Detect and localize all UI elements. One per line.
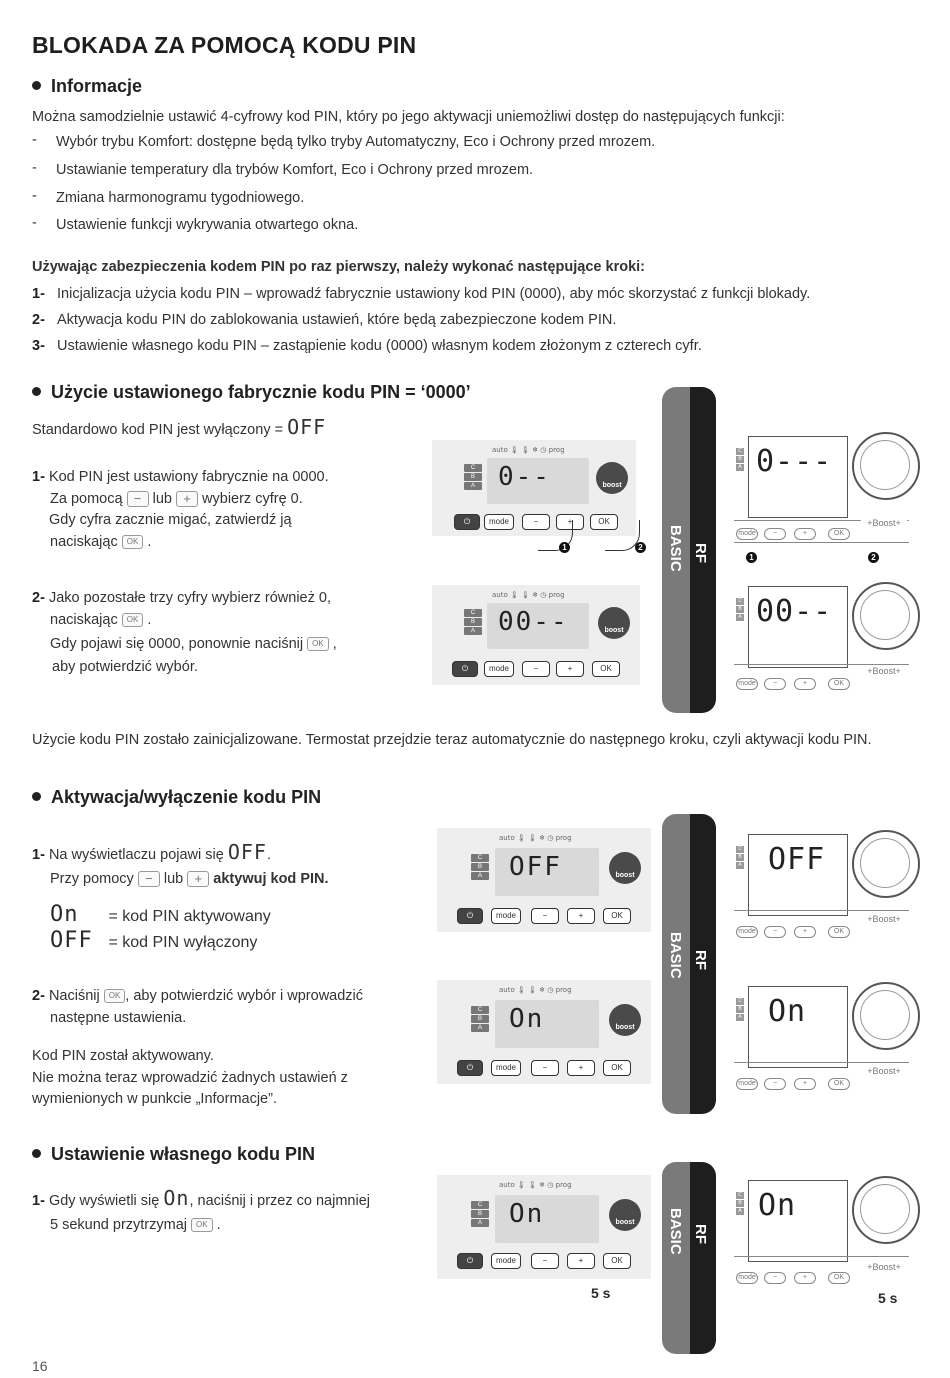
lcd-digits: On bbox=[509, 1004, 545, 1034]
boost-label: +Boost+ bbox=[860, 518, 908, 528]
lcd-digits: 00-- bbox=[498, 607, 569, 637]
mode-icons: auto 🌡 🌡 ❄ ◷ prog bbox=[492, 591, 565, 599]
custom-step1: 1- Gdy wyświetli się On, naciśnij i przez co najmniej 5 sekund przytrzymaj OK . bbox=[32, 1186, 370, 1233]
section-heading-factory: Użycie ustawionego fabrycznie kodu PIN = ‘0000’ bbox=[32, 382, 471, 403]
mode-button: mode bbox=[491, 1253, 521, 1269]
activation-step1: 1- Na wyświetlaczu pojawi się OFF. Przy pomocy − lub + aktywuj kod PIN. bbox=[32, 840, 329, 887]
mode-button: mode bbox=[484, 661, 514, 677]
ok-key-icon: OK bbox=[122, 613, 144, 627]
tab-basic-label: BASIC bbox=[667, 932, 684, 979]
mode-button: mode bbox=[736, 1078, 758, 1090]
boost-label: +Boost+ bbox=[860, 666, 908, 676]
mode-button: mode bbox=[736, 1272, 758, 1284]
hold-duration-label: 5 s bbox=[878, 1290, 898, 1306]
power-button: ⏻ bbox=[457, 1060, 483, 1076]
ok-button: OK bbox=[828, 1272, 850, 1284]
lcd-digits: On bbox=[509, 1199, 545, 1229]
section-heading-info: Informacje bbox=[32, 76, 142, 97]
list-item: Ustawianie temperatury dla trybów Komfort, Eco i Ochrony przed mrozem. bbox=[56, 162, 534, 178]
power-button: ⏻ bbox=[457, 1253, 483, 1269]
mode-icons: auto 🌡 🌡 ❄ ◷ prog bbox=[499, 986, 572, 994]
step-marker-2: 2 bbox=[635, 542, 646, 553]
minus-button: − bbox=[764, 528, 786, 540]
mode-icons: auto 🌡 🌡 ❄ ◷ prog bbox=[499, 834, 572, 842]
bullet-icon bbox=[32, 1149, 41, 1158]
basic-device-5 bbox=[437, 1175, 651, 1279]
lcd-on: On bbox=[163, 1186, 190, 1210]
hold-duration-label: 5 s bbox=[591, 1285, 611, 1301]
plus-button: + bbox=[794, 1078, 816, 1090]
lcd-digits: On bbox=[768, 994, 807, 1029]
activation-done: Kod PIN został aktywowany. Nie można teraz wprowadzić żadnych ustawień z wymienionych w punkcie „Informacje”. bbox=[32, 1048, 348, 1107]
minus-key-icon: − bbox=[138, 871, 160, 887]
power-button: ⏻ bbox=[457, 908, 483, 924]
lcd-off: OFF bbox=[227, 840, 267, 864]
plus-button: + bbox=[556, 661, 584, 677]
mode-button: mode bbox=[736, 528, 758, 540]
control-knob bbox=[852, 982, 920, 1050]
bullet-icon bbox=[32, 81, 41, 90]
step-marker-1: 1 bbox=[746, 552, 757, 563]
minus-button: − bbox=[764, 1078, 786, 1090]
list-item: Wybór trybu Komfort: dostępne będą tylko tryby Automatyczny, Eco i Ochrony przed mrozem. bbox=[56, 134, 656, 150]
step-marker-1: 1 bbox=[559, 542, 570, 553]
cba-indicator: C B A bbox=[471, 1201, 489, 1228]
mode-icons: auto 🌡 🌡 ❄ ◷ prog bbox=[492, 446, 565, 454]
ok-button: OK bbox=[603, 1253, 631, 1269]
cba-indicator: C B A bbox=[464, 609, 482, 636]
power-button: ⏻ bbox=[454, 514, 480, 530]
rf-device-2 bbox=[734, 578, 914, 698]
plus-button: + bbox=[794, 528, 816, 540]
mode-button: mode bbox=[491, 908, 521, 924]
page-number: 16 bbox=[32, 1358, 48, 1374]
boost-icon: boost bbox=[596, 462, 628, 494]
ok-button: OK bbox=[828, 678, 850, 690]
cba-indicator: C B A bbox=[736, 448, 744, 472]
minus-button: − bbox=[764, 926, 786, 938]
boost-icon: boost bbox=[609, 852, 641, 884]
plus-button: + bbox=[794, 926, 816, 938]
plus-button: + bbox=[794, 1272, 816, 1284]
cba-indicator: C B A bbox=[464, 464, 482, 491]
tab-basic-label: BASIC bbox=[667, 1208, 684, 1255]
steps-heading: Używając zabezpieczenia kodem PIN po raz pierwszy, należy wykonać następujące kroki: bbox=[32, 259, 645, 275]
control-knob bbox=[852, 582, 920, 650]
step-item: Aktywacja kodu PIN do zablokowania ustawień, które będą zabezpieczone kodem PIN. bbox=[57, 312, 617, 328]
minus-key-icon: − bbox=[127, 491, 149, 507]
rf-device-5 bbox=[734, 1172, 914, 1322]
basic-device-3 bbox=[437, 828, 651, 932]
minus-button: − bbox=[531, 1253, 559, 1269]
control-knob bbox=[852, 830, 920, 898]
factory-step2: 2- Jako pozostałe trzy cyfry wybierz również 0, naciskając OK . Gdy pojawi się 0000, ponownie naciśnij OK , aby potwierdzić wybór. bbox=[32, 590, 337, 675]
basic-device-4 bbox=[437, 980, 651, 1084]
tab-basic-label: BASIC bbox=[667, 525, 684, 572]
step-item: Inicjalizacja użycia kodu PIN – wprowadź fabrycznie ustawiony kod PIN (0000), aby móc skorzystać z funkcji blokady. bbox=[57, 286, 811, 302]
plus-button: + bbox=[567, 1060, 595, 1076]
minus-button: − bbox=[522, 514, 550, 530]
bullet-icon bbox=[32, 792, 41, 801]
ok-key-icon: OK bbox=[191, 1218, 213, 1232]
activation-step2: 2- Naciśnij OK , aby potwierdzić wybór i wprowadzić następne ustawienia. bbox=[32, 988, 364, 1026]
lcd-off: OFF bbox=[50, 928, 93, 953]
tab-rf-label: RF bbox=[692, 1224, 709, 1244]
lcd-digits: 0--- bbox=[756, 444, 833, 479]
info-intro: Można samodzielnie ustawić 4-cyfrowy kod PIN, który po jego aktywacji uniemożliwi dostęp do następujących funkcji: bbox=[32, 109, 785, 125]
plus-button: + bbox=[567, 908, 595, 924]
minus-button: − bbox=[522, 661, 550, 677]
minus-button: − bbox=[531, 1060, 559, 1076]
mode-button: mode bbox=[491, 1060, 521, 1076]
ok-button: OK bbox=[590, 514, 618, 530]
lcd-digits: 0-- bbox=[498, 462, 551, 492]
minus-button: − bbox=[764, 1272, 786, 1284]
cba-indicator: C B A bbox=[736, 1192, 744, 1216]
step-item: Ustawienie własnego kodu PIN – zastąpienie kodu (0000) własnym kodem złożonym z czterech cyfr. bbox=[57, 338, 702, 354]
lcd-digits: On bbox=[758, 1188, 797, 1223]
mode-button: mode bbox=[736, 678, 758, 690]
factory-outro: Użycie kodu PIN zostało zainicjalizowane. Termostat przejdzie teraz automatycznie do następnego kroku, czyli aktywacji kodu PIN. bbox=[32, 732, 872, 748]
cba-indicator: C B A bbox=[736, 846, 744, 870]
ok-key-icon: OK bbox=[122, 535, 144, 549]
ok-button: OK bbox=[603, 908, 631, 924]
minus-button: − bbox=[531, 908, 559, 924]
boost-label: +Boost+ bbox=[860, 1262, 908, 1272]
ok-button: OK bbox=[603, 1060, 631, 1076]
minus-button: − bbox=[764, 678, 786, 690]
lcd-digits: OFF bbox=[509, 852, 562, 882]
control-knob bbox=[852, 1176, 920, 1244]
boost-icon: boost bbox=[609, 1199, 641, 1231]
boost-icon: boost bbox=[598, 607, 630, 639]
basic-device-2 bbox=[432, 585, 640, 685]
cba-indicator: C B A bbox=[736, 998, 744, 1022]
factory-step1: 1- Kod PIN jest ustawiony fabrycznie na 0000. Za pomocą − lub + wybierz cyfrę 0. Gdy cyfra zacznie migać, zatwierdź ją naciskając OK . bbox=[32, 469, 329, 550]
lcd-digits: 00-- bbox=[756, 594, 833, 629]
plus-key-icon: + bbox=[187, 871, 209, 887]
tab-rf-label: RF bbox=[692, 543, 709, 563]
cba-indicator: C B A bbox=[471, 854, 489, 881]
power-button: ⏻ bbox=[452, 661, 478, 677]
ok-key-icon: OK bbox=[307, 637, 329, 651]
list-item: Ustawienie funkcji wykrywania otwartego okna. bbox=[56, 217, 359, 233]
cba-indicator: C B A bbox=[471, 1006, 489, 1033]
ok-key-icon: OK bbox=[104, 989, 126, 1003]
ok-button: OK bbox=[828, 926, 850, 938]
mode-button: mode bbox=[484, 514, 514, 530]
boost-label: +Boost+ bbox=[860, 1066, 908, 1076]
step-marker-2: 2 bbox=[868, 552, 879, 563]
page-title: BLOKADA ZA POMOCĄ KODU PIN bbox=[32, 32, 417, 58]
cba-indicator: C B A bbox=[736, 598, 744, 622]
ok-button: OK bbox=[592, 661, 620, 677]
ok-button: OK bbox=[828, 528, 850, 540]
rf-device-4 bbox=[734, 978, 914, 1098]
lcd-on: On bbox=[50, 902, 79, 927]
boost-icon: boost bbox=[609, 1004, 641, 1036]
lcd-off: OFF bbox=[287, 415, 327, 439]
list-item: Zmiana harmonogramu tygodniowego. bbox=[56, 190, 305, 206]
boost-label: +Boost+ bbox=[860, 914, 908, 924]
mode-button: mode bbox=[736, 926, 758, 938]
lcd-digits: OFF bbox=[768, 842, 826, 877]
rf-device-1 bbox=[734, 428, 914, 568]
tab-rf-label: RF bbox=[692, 950, 709, 970]
ok-button: OK bbox=[828, 1078, 850, 1090]
rf-device-3 bbox=[734, 826, 914, 946]
plus-button: + bbox=[794, 678, 816, 690]
control-knob bbox=[852, 432, 920, 500]
mode-icons: auto 🌡 🌡 ❄ ◷ prog bbox=[499, 1181, 572, 1189]
pin-state-legend: On = kod PIN aktywowany OFF = kod PIN wyłączony bbox=[50, 902, 271, 953]
section-heading-activation: Aktywacja/wyłączenie kodu PIN bbox=[32, 787, 321, 808]
plus-key-icon: + bbox=[176, 491, 198, 507]
plus-button: + bbox=[556, 514, 584, 530]
plus-button: + bbox=[567, 1253, 595, 1269]
section-heading-custom: Ustawienie własnego kodu PIN bbox=[32, 1144, 315, 1165]
default-text: Standardowo kod PIN jest wyłączony = OFF bbox=[32, 415, 327, 439]
bullet-icon bbox=[32, 387, 41, 396]
